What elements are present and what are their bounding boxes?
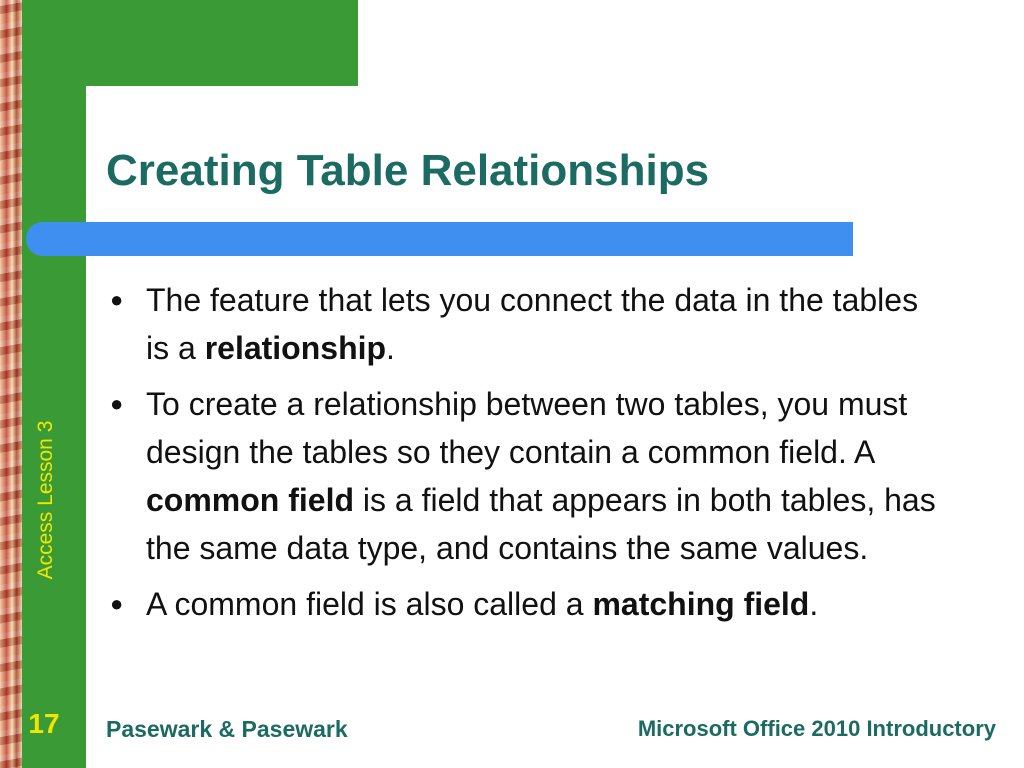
bullet-text: . — [386, 330, 395, 366]
bullet-bold-term: common field — [146, 482, 355, 518]
title-underline-bar — [26, 222, 853, 256]
bullet-text: is a field that appears in both tables, has the same data type, and contains the same values. — [146, 482, 936, 566]
slide-title: Creating Table Relationships — [106, 146, 710, 195]
bullet-text: The feature that lets you connect the data in the tables is a — [146, 282, 919, 366]
slide-number: 17 — [28, 708, 60, 739]
bullet-icon: ● — [110, 391, 124, 416]
bullet-item — [106, 580, 946, 628]
decorative-art-strip — [0, 0, 22, 768]
bullet-item — [106, 276, 946, 372]
bullet-list — [106, 276, 946, 636]
bullet-icon: ● — [110, 287, 124, 312]
left-green-bar — [22, 0, 86, 768]
side-lesson-label: Access Lesson 3 — [34, 420, 57, 580]
bullet-text: To create a relationship between two tables, you must design the tables so they contain a common field. A — [146, 386, 908, 470]
bullet-text: A common field is also called a — [146, 586, 593, 622]
bullet-bold-term: relationship — [204, 330, 387, 366]
bullet-icon: ● — [110, 591, 124, 616]
bullet-item — [106, 380, 946, 572]
top-green-block — [22, 0, 358, 86]
footer-book-title: Microsoft Office 2010 Introductory — [637, 716, 996, 741]
bullet-bold-term: matching field — [592, 586, 810, 622]
footer-author: Pasewark & Pasewark — [106, 716, 348, 742]
bullet-text: . — [809, 586, 819, 622]
